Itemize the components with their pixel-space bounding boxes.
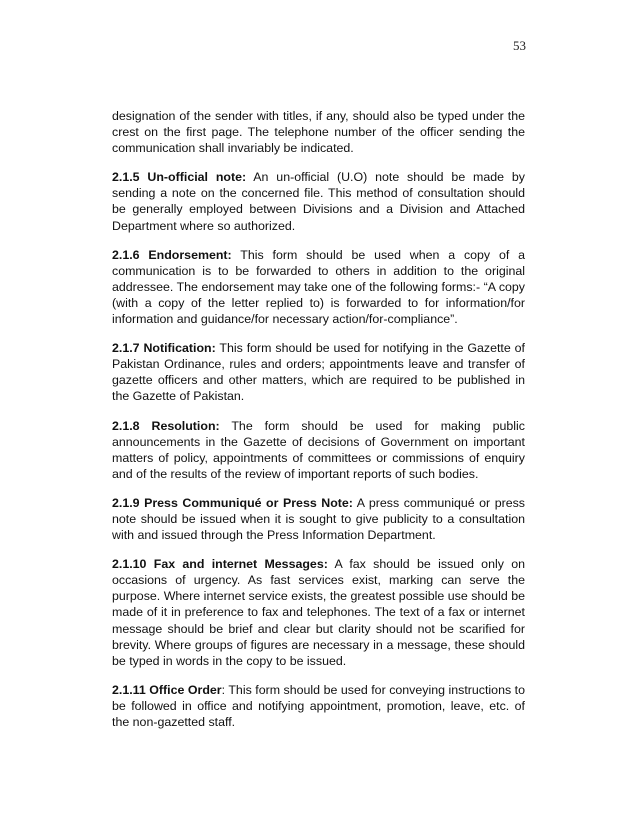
- intro-paragraph: designation of the sender with titles, if any, should also be typed under the crest on the first page. The telephone number of the officer sending the communication shall invariably be indicated.: [112, 109, 525, 156]
- section-2-1-8: [112, 418, 525, 482]
- section-heading: 2.1.6 Endorsement:: [112, 247, 232, 262]
- section-2-1-6: [112, 247, 525, 327]
- section-heading: 2.1.11 Office Order: [112, 682, 222, 697]
- section-2-1-9: [112, 495, 525, 543]
- section-text: An un-official (U.O) note should be made by sending a note on the concerned file. This method of consultation should be generally employed between Divisions and a Division and Attached Department where so authorized.: [112, 170, 525, 233]
- section-heading: 2.1.9 Press Communiqué or Press Note:: [112, 495, 353, 510]
- section-2-1-7: [112, 340, 525, 404]
- section-text: The form should be used for making public announcements in the Gazette of decisions of Government on important matters of policy, appointments of committees or commissions of enquiry and of the results of the review of important reports of such bodies.: [112, 418, 525, 481]
- section-text: This form should be used when a copy of a communication is to be forwarded to others in addition to the original addressee. The endorsement may take one of the following forms:- “A copy (with a copy of the letter replied to) is forwarded to for information/for information and guidance/for necessary action/for-compliance”.: [112, 247, 526, 327]
- section-heading: 2.1.10 Fax and internet Messages:: [112, 557, 328, 572]
- section-heading: 2.1.5 Un-official note:: [112, 170, 247, 185]
- section-heading: 2.1.7 Notification:: [112, 341, 216, 356]
- section-text: : This form should be used for conveying instructions to be followed in office and notifying appointment, promotion, leave, etc. of the non-gazetted staff.: [112, 682, 525, 729]
- section-2-1-10: [112, 556, 525, 669]
- section-2-1-5: [112, 169, 525, 233]
- section-heading: 2.1.8 Resolution:: [112, 418, 220, 433]
- section-text: A fax should be issued only on occasions of urgency. As fast services exist, marking can serve the purpose. Where internet service exists, the greatest possible use should be made of it in preference to fax and telephones. The text of a fax or internet message should be brief and clear but clarity should not be scarified for brevity. Where groups of figures are necessary in a message, these should be typed in words in the copy to be issued.: [112, 557, 525, 668]
- document-body: [112, 108, 525, 743]
- section-text: A press communiqué or press note should be issued when it is sought to give publicity to a consultation with and issued through the Press Information Department.: [112, 495, 525, 543]
- section-2-1-11: [112, 682, 525, 730]
- page-number: 53: [513, 38, 526, 53]
- section-text: This form should be used for notifying in the Gazette of Pakistan Ordinance, rules and orders; appointments leave and transfer of gazette officers and other matters, which are required to be published in the Gazette of Pakistan.: [112, 341, 525, 404]
